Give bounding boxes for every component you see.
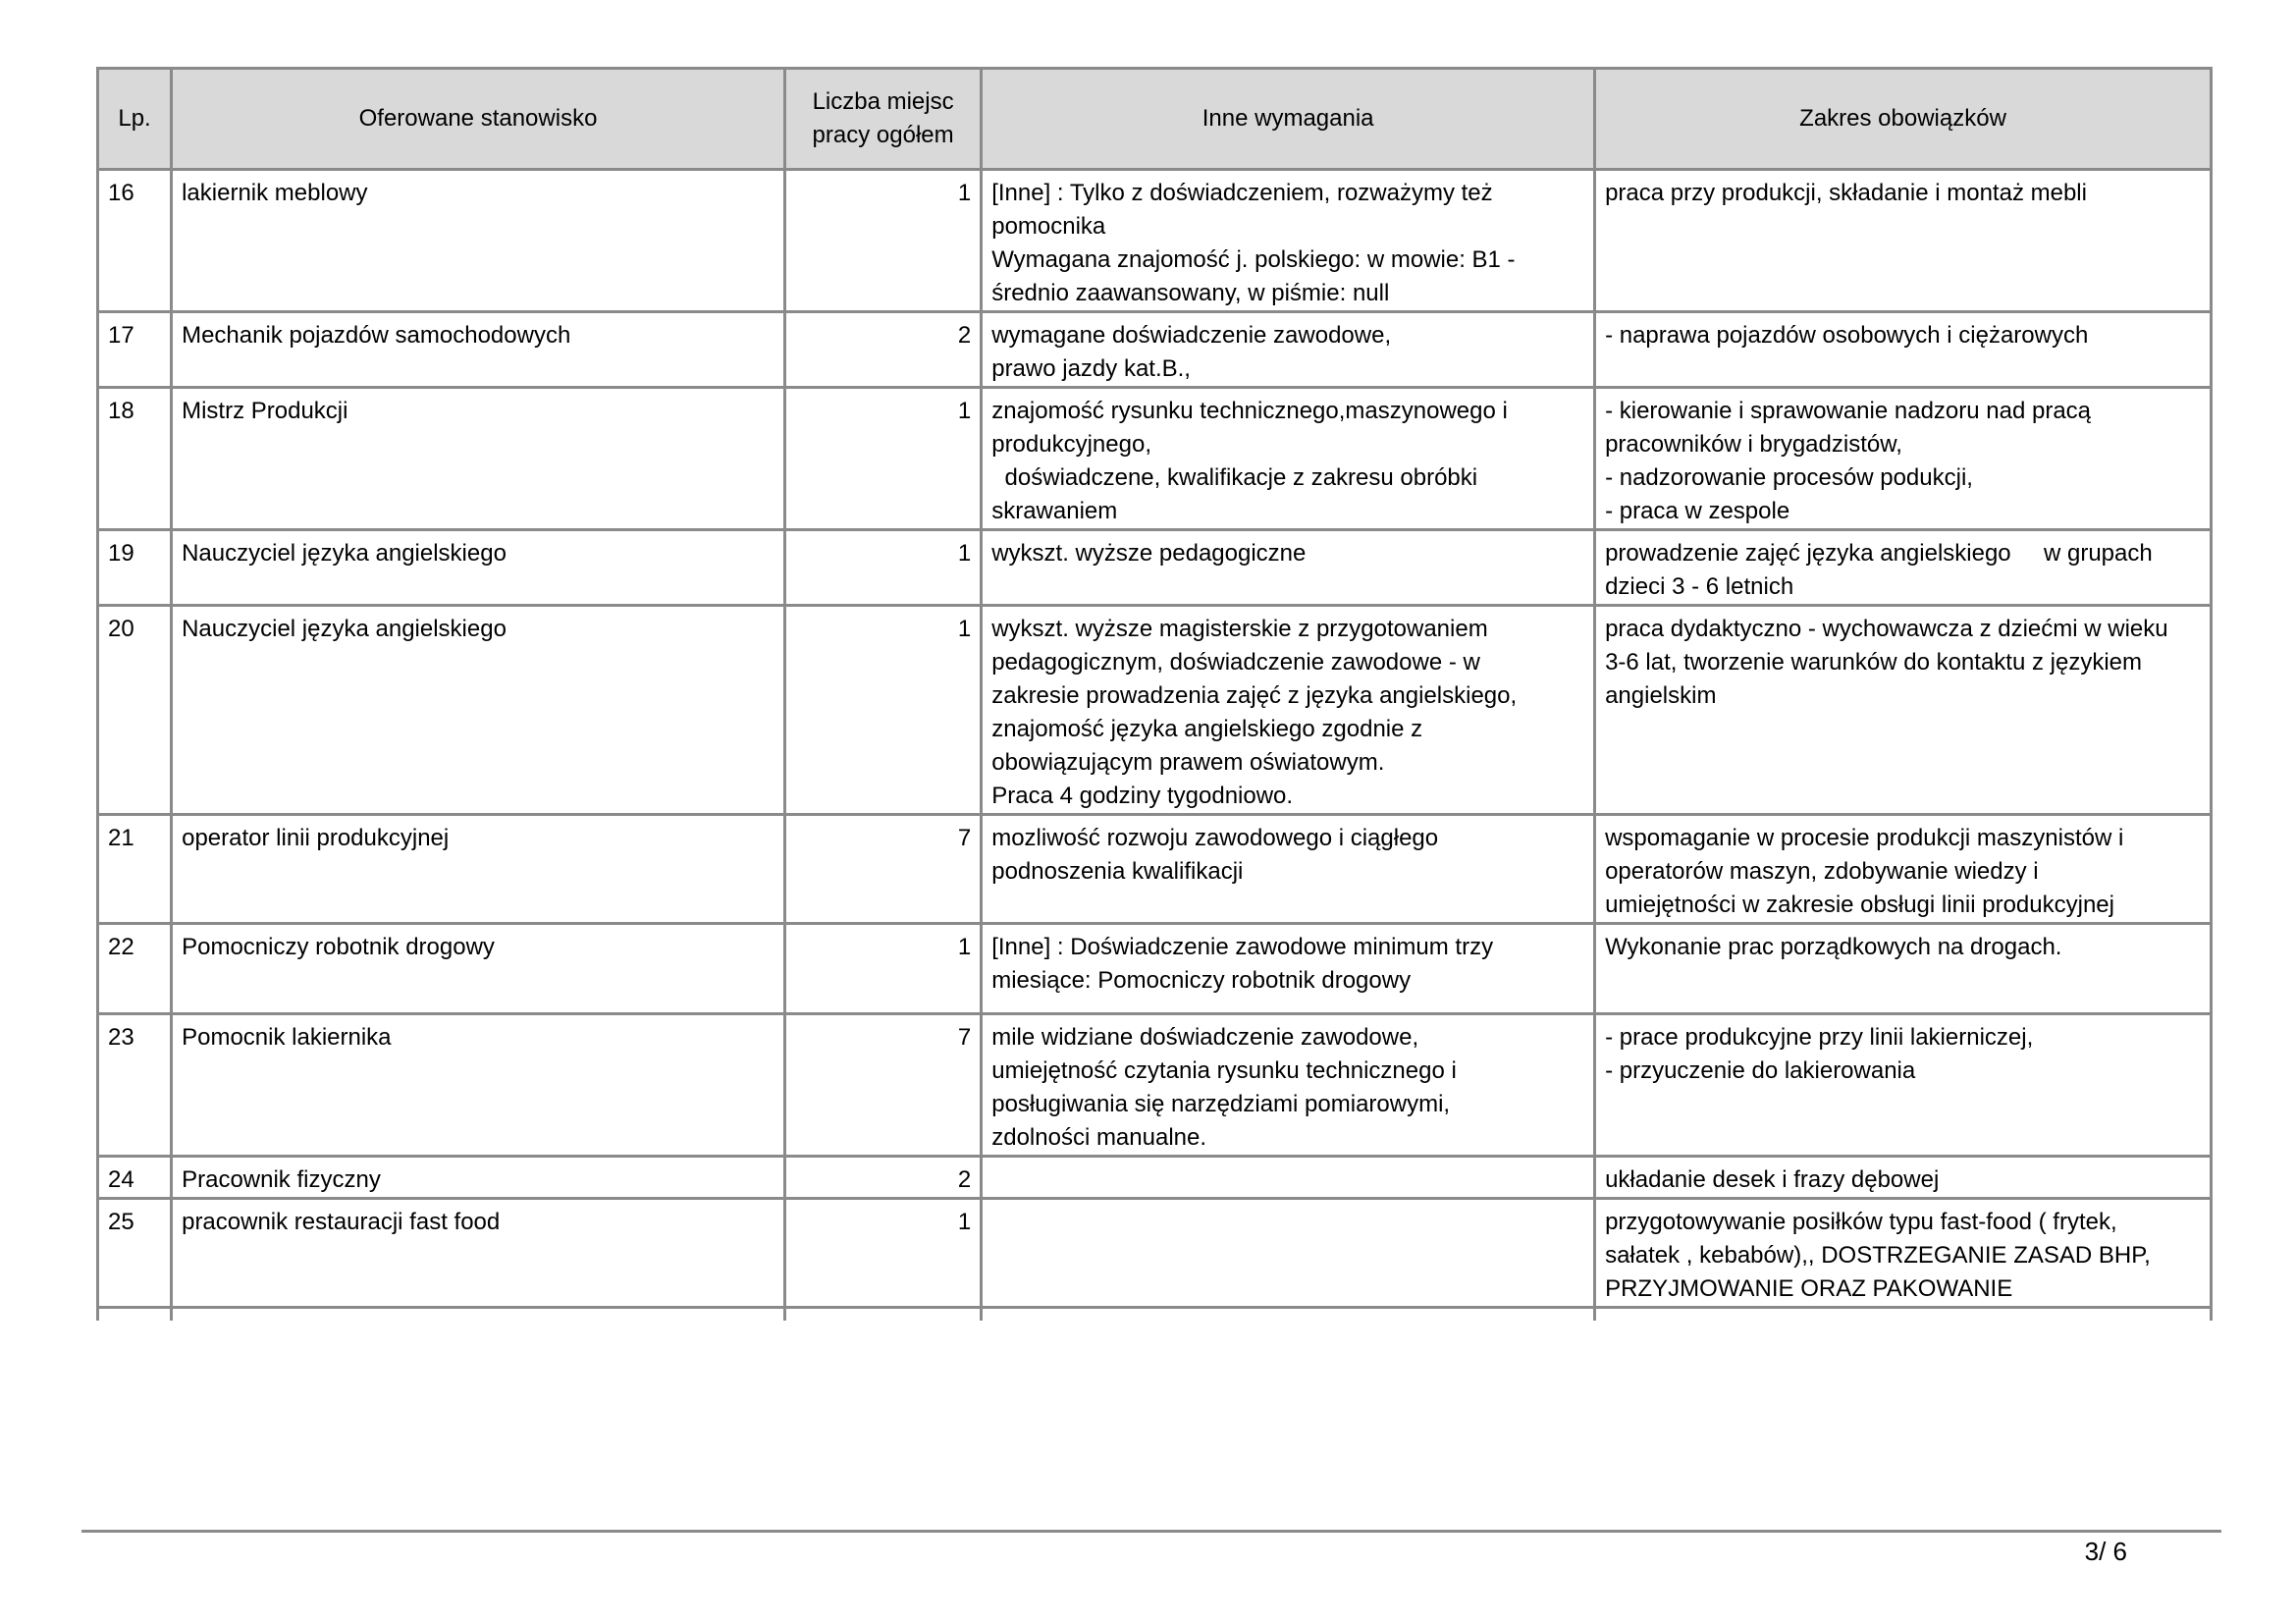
table-row [98, 170, 2212, 312]
cell-requirements-line: miesiące: Pomocniczy robotnik drogowy [991, 967, 1412, 994]
cell-count: 1 [784, 530, 981, 606]
cell-requirements [982, 924, 1595, 1014]
cell-count: 7 [784, 815, 981, 924]
footer-divider [81, 1530, 2221, 1533]
cell-count: 1 [784, 606, 981, 815]
cell-requirements-line: znajomość języka angielskiego zgodnie z [991, 716, 1423, 742]
cell-duties [1595, 1157, 2212, 1199]
cell-count: 2 [784, 312, 981, 388]
cell-requirements-line: [Inne] : Doświadczenie zawodowe minimum trzy [991, 934, 1494, 960]
cell-position: Pracownik fizyczny [172, 1157, 785, 1199]
continuation-cell [784, 1308, 981, 1322]
cell-position: Mechanik pojazdów samochodowych [172, 312, 785, 388]
cell-duties-line: angielskim [1605, 682, 1717, 709]
cell-position: Pomocniczy robotnik drogowy [172, 924, 785, 1014]
cell-count: 7 [784, 1014, 981, 1157]
cell-duties-line: - przyuczenie do lakierowania [1605, 1057, 1916, 1084]
cell-requirements-line: zdolności manualne. [991, 1124, 1207, 1151]
cell-lp: 19 [98, 530, 172, 606]
header-count: Liczba miejsc pracy ogółem [784, 69, 981, 170]
table-row [98, 606, 2212, 815]
cell-duties-line: praca dydaktyczno - wychowawcza z dziećmi w wieku [1605, 616, 2168, 642]
cell-duties-line: dzieci 3 - 6 letnich [1605, 573, 1794, 600]
table-row [98, 1014, 2212, 1157]
job-offers-table [96, 67, 2213, 1321]
header-duties: Zakres obowiązków [1595, 69, 2212, 170]
table-header-row [98, 69, 2212, 170]
cell-requirements-line: wykszt. wyższe magisterskie z przygotowaniem [991, 616, 1488, 642]
cell-duties [1595, 312, 2212, 388]
table-row [98, 924, 2212, 1014]
cell-duties-line: - naprawa pojazdów osobowych i ciężarowych [1605, 322, 2089, 349]
cell-requirements-line: Praca 4 godziny tygodniowo. [991, 783, 1294, 809]
cell-duties-line: pracowników i brygadzistów, [1605, 431, 1902, 458]
cell-duties-line: układanie desek i frazy dębowej [1605, 1166, 1940, 1193]
cell-count: 1 [784, 1199, 981, 1308]
cell-requirements-line: wymagane doświadczenie zawodowe, [991, 322, 1392, 349]
cell-count: 1 [784, 170, 981, 312]
continuation-cell [98, 1308, 172, 1322]
cell-duties [1595, 606, 2212, 815]
table-row [98, 815, 2212, 924]
continuation-cell [172, 1308, 785, 1322]
cell-duties-line: 3-6 lat, tworzenie warunków do kontaktu z językiem [1605, 649, 2142, 676]
cell-duties-line: - nadzorowanie procesów podukcji, [1605, 464, 1973, 491]
cell-lp: 25 [98, 1199, 172, 1308]
cell-requirements [982, 312, 1595, 388]
cell-duties [1595, 815, 2212, 924]
cell-requirements-line: mozliwość rozwoju zawodowego i ciągłego [991, 825, 1439, 851]
cell-position: Mistrz Produkcji [172, 388, 785, 530]
cell-duties-line: - prace produkcyjne przy linii lakierniczej, [1605, 1024, 2034, 1051]
table-body [98, 170, 2212, 1322]
table-row [98, 1157, 2212, 1199]
cell-requirements [982, 1014, 1595, 1157]
cell-duties [1595, 530, 2212, 606]
cell-requirements-line: skrawaniem [991, 498, 1118, 524]
table-row-continuation [98, 1308, 2212, 1322]
cell-requirements-line: obowiązującym prawem oświatowym. [991, 749, 1385, 776]
cell-position: pracownik restauracji fast food [172, 1199, 785, 1308]
cell-duties [1595, 388, 2212, 530]
table-row [98, 530, 2212, 606]
cell-requirements-line: pomocnika [991, 213, 1106, 240]
cell-duties-line: sałatek , kebabów),, DOSTRZEGANIE ZASAD BHP, [1605, 1242, 2151, 1269]
table-row [98, 388, 2212, 530]
cell-requirements-line: produkcyjnego, [991, 431, 1151, 458]
continuation-cell [982, 1308, 1595, 1322]
cell-requirements-line: prawo jazdy kat.B., [991, 355, 1191, 382]
cell-requirements-line: posługiwania się narzędziami pomiarowymi, [991, 1091, 1451, 1117]
cell-duties-line: przygotowywanie posiłków typu fast-food ( frytek, [1605, 1209, 2117, 1235]
cell-lp: 18 [98, 388, 172, 530]
cell-duties [1595, 1199, 2212, 1308]
cell-duties-line: prowadzenie zajęć języka angielskiego w grupach [1605, 540, 2153, 567]
cell-position: Nauczyciel języka angielskiego [172, 530, 785, 606]
cell-position: lakiernik meblowy [172, 170, 785, 312]
cell-requirements-line: mile widziane doświadczenie zawodowe, [991, 1024, 1419, 1051]
cell-duties-line: operatorów maszyn, zdobywanie wiedzy i [1605, 858, 2039, 885]
cell-lp: 22 [98, 924, 172, 1014]
table-header [98, 69, 2212, 170]
page-number: 3/ 6 [2084, 1537, 2127, 1566]
cell-requirements [982, 1199, 1595, 1308]
cell-position: operator linii produkcyjnej [172, 815, 785, 924]
cell-duties [1595, 170, 2212, 312]
cell-requirements [982, 1157, 1595, 1199]
cell-requirements-line: zakresie prowadzenia zajęć z języka angielskiego, [991, 682, 1518, 709]
cell-duties-line: PRZYJMOWANIE ORAZ PAKOWANIE [1605, 1275, 2013, 1302]
cell-lp: 16 [98, 170, 172, 312]
cell-duties [1595, 1014, 2212, 1157]
cell-requirements-line: Wymagana znajomość j. polskiego: w mowie: B1 - [991, 246, 1516, 273]
cell-requirements-line: znajomość rysunku technicznego,maszynowego i [991, 398, 1508, 424]
cell-duties-line: - kierowanie i sprawowanie nadzoru nad pracą [1605, 398, 2092, 424]
table-row [98, 1199, 2212, 1308]
cell-lp: 17 [98, 312, 172, 388]
cell-requirements-line: doświadczene, kwalifikacje z zakresu obróbki [991, 464, 1478, 491]
cell-count: 1 [784, 388, 981, 530]
cell-duties [1595, 924, 2212, 1014]
cell-requirements-line: umiejętność czytania rysunku technicznego i [991, 1057, 1457, 1084]
cell-requirements [982, 606, 1595, 815]
cell-requirements-line: wykszt. wyższe pedagogiczne [991, 540, 1307, 567]
table-row [98, 312, 2212, 388]
cell-requirements-line: [Inne] : Tylko z doświadczeniem, rozważymy też [991, 180, 1493, 206]
continuation-cell [1595, 1308, 2212, 1322]
cell-requirements-line: średnio zaawansowany, w piśmie: null [991, 280, 1390, 306]
cell-position: Pomocnik lakiernika [172, 1014, 785, 1157]
cell-requirements [982, 388, 1595, 530]
cell-requirements [982, 170, 1595, 312]
cell-requirements-line: pedagogicznym, doświadczenie zawodowe - w [991, 649, 1480, 676]
header-lp: Lp. [98, 69, 172, 170]
cell-duties-line: - praca w zespole [1605, 498, 1790, 524]
cell-requirements [982, 530, 1595, 606]
cell-count: 2 [784, 1157, 981, 1199]
cell-duties-line: Wykonanie prac porządkowych na drogach. [1605, 934, 2062, 960]
cell-duties-line: wspomaganie w procesie produkcji maszynistów i [1605, 825, 2124, 851]
cell-requirements [982, 815, 1595, 924]
cell-count: 1 [784, 924, 981, 1014]
cell-lp: 20 [98, 606, 172, 815]
header-position: Oferowane stanowisko [172, 69, 785, 170]
cell-lp: 23 [98, 1014, 172, 1157]
cell-duties-line: umiejętności w zakresie obsługi linii produkcyjnej [1605, 892, 2114, 918]
cell-lp: 21 [98, 815, 172, 924]
cell-requirements-line: podnoszenia kwalifikacji [991, 858, 1244, 885]
header-requirements: Inne wymagania [982, 69, 1595, 170]
cell-lp: 24 [98, 1157, 172, 1199]
cell-duties-line: praca przy produkcji, składanie i montaż mebli [1605, 180, 2087, 206]
cell-position: Nauczyciel języka angielskiego [172, 606, 785, 815]
